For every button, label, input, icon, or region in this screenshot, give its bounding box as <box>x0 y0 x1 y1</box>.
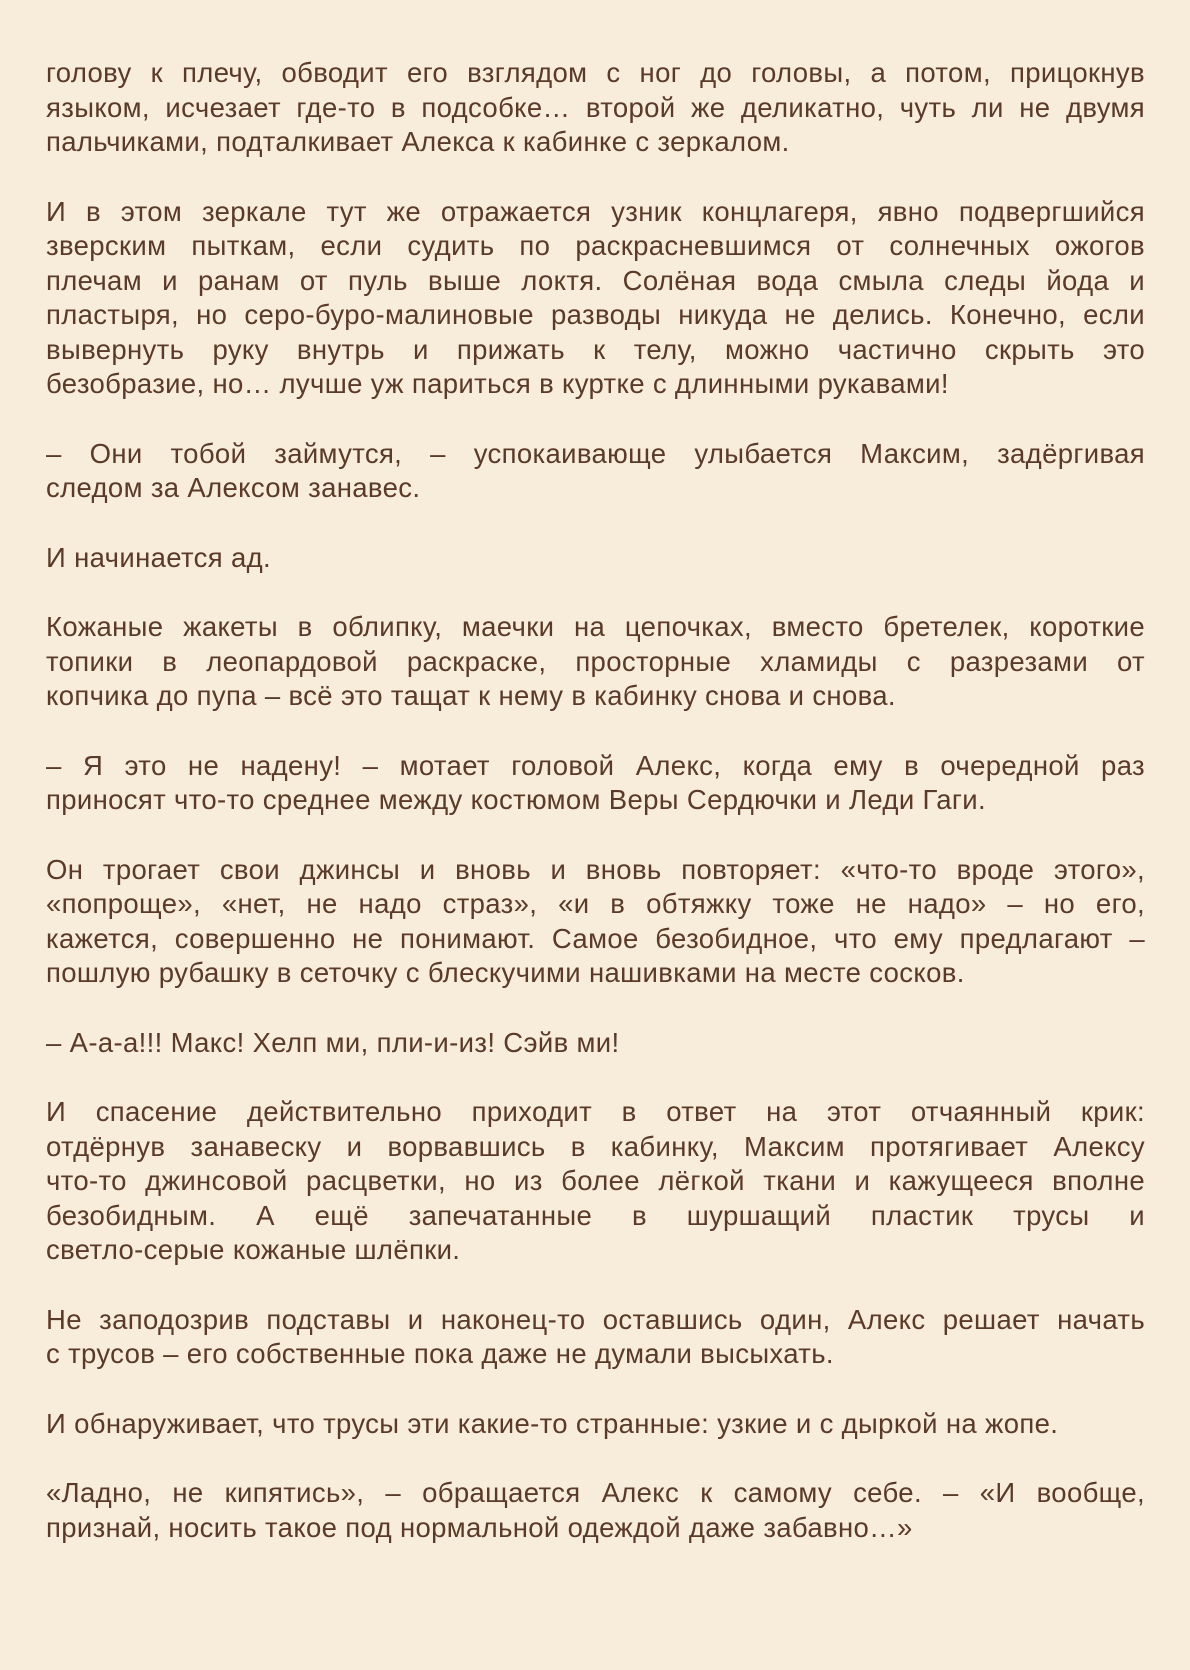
text-line: пошлую рубашку в сеточку с блескучими нашивками на месте сосков. <box>46 957 965 988</box>
paragraph <box>46 56 1145 160</box>
paragraph <box>46 1303 1145 1372</box>
text-line: безобидным. А ещё запечатанные в шуршащий пластик трусы и <box>46 1199 1145 1231</box>
text-line: признай, носить такое под нормальной одеждой даже забавно…» <box>46 1511 913 1543</box>
paragraph <box>46 1095 1145 1268</box>
text-line: И обнаруживает, что трусы эти какие-то странные: узкие и с дыркой на жопе. <box>46 1407 1059 1439</box>
paragraph <box>46 749 1145 818</box>
text-line: вывернуть руку внутрь и прижать к телу, можно частично скрыть это <box>46 333 1145 365</box>
text-line: топики в леопардовой раскраске, просторные хламиды с разрезами от <box>46 645 1145 677</box>
paragraph <box>46 1026 1145 1061</box>
paragraph <box>46 541 1145 576</box>
text-line: И в этом зеркале тут же отражается узник концлагеря, явно подвергшийся <box>46 195 1145 227</box>
text-line: отдёрнув занавеску и ворвавшись в кабинку, Максим протягивает Алексу <box>46 1130 1145 1162</box>
text-line: приносят что-то среднее между костюмом Веры Сердючки и Леди Гаги. <box>46 784 986 815</box>
text-line: с трусов – его собственные пока даже не думали высыхать. <box>46 1338 834 1369</box>
text-line: светло-серые кожаные шлёпки. <box>46 1234 461 1265</box>
text-line: Не заподозрив подставы и наконец-то оставшись один, Алекс решает начать <box>46 1303 1145 1335</box>
text-line: голову к плечу, обводит его взглядом с ног до головы, а потом, прицокнув <box>46 57 1145 88</box>
text-line: Кожаные жакеты в облипку, маечки на цепочках, вместо бретелек, короткие <box>46 611 1145 642</box>
text-line: – Я это не надену! – мотает головой Алекс, когда ему в очередной раз <box>46 749 1145 781</box>
text-line: следом за Алексом занавес. <box>46 472 421 503</box>
paragraph <box>46 853 1145 991</box>
text-line: плечам и ранам от пуль выше локтя. Солёная вода смыла следы йода и <box>46 264 1145 296</box>
text-line: И спасение действительно приходит в ответ на этот отчаянный крик: <box>46 1096 1145 1127</box>
text-line: зверским пыткам, если судить по раскрасневшимся от солнечных ожогов <box>46 230 1145 261</box>
text-line: И начинается ад. <box>46 541 271 573</box>
text-line: копчика до пупа – всё это тащат к нему в кабинку снова и снова. <box>46 680 896 711</box>
text-line: – Они тобой займутся, – успокаивающе улыбается Максим, задёргивая <box>46 437 1145 469</box>
text-line: что-то джинсовой расцветки, но из более лёгкой ткани и кажущееся вполне <box>46 1165 1145 1196</box>
text-line: языком, исчезает где-то в подсобке… второй же деликатно, чуть ли не двумя <box>46 91 1145 123</box>
text-line: пластыря, но серо-буро-малиновые разводы никуда не делись. Конечно, если <box>46 299 1145 330</box>
text-line: безобразие, но… лучше уж париться в куртке с длинными рукавами! <box>46 368 949 399</box>
text-line: кажется, совершенно не понимают. Самое безобидное, что ему предлагают – <box>46 922 1145 954</box>
paragraph <box>46 437 1145 506</box>
paragraph <box>46 1407 1145 1442</box>
paragraph <box>46 1476 1145 1545</box>
text-line: пальчиками, подталкивает Алекса к кабинке с зеркалом. <box>46 126 790 157</box>
paragraph <box>46 610 1145 714</box>
text-line: Он трогает свои джинсы и вновь и вновь повторяет: «что-то вроде этого», <box>46 853 1145 885</box>
text-line: «попроще», «нет, не надо страз», «и в обтяжку тоже не надо» – но его, <box>46 888 1145 919</box>
text-line: – А-а-а!!! Макс! Хелп ми, пли-и-из! Сэйв ми! <box>46 1026 620 1058</box>
text-line: «Ладно, не кипятись», – обращается Алекс к самому себе. – «И вообще, <box>46 1477 1145 1508</box>
paragraph <box>46 195 1145 402</box>
